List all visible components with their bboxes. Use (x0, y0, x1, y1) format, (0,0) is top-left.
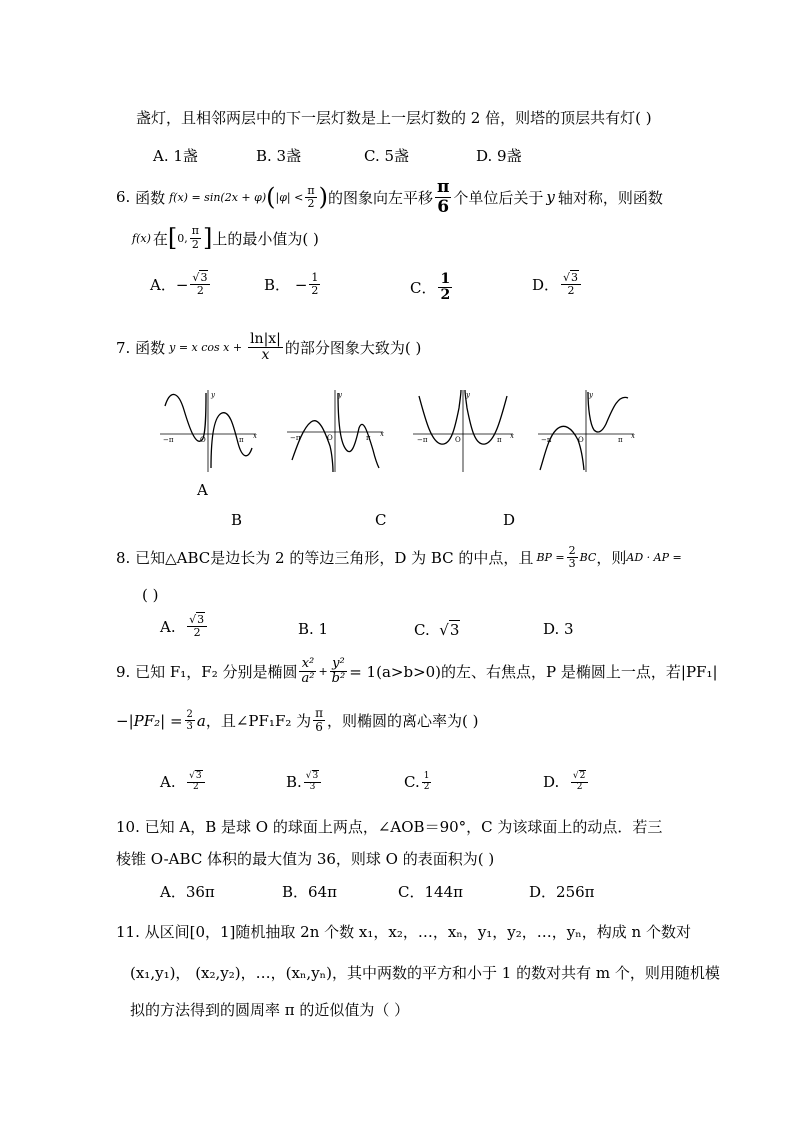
q6-option-d: D． $\frac{√3}{2}$ (532, 272, 583, 297)
q9-line2: −|PF₂| = $\frac{2}{3}$ a ，且∠PF₁F₂ 为 $\frac{\pi}{6}$ ，则椭圆的离心率为( ) (116, 706, 479, 735)
q6-line2 (132, 224, 319, 252)
q7-label-d: D (503, 511, 516, 529)
q11-line3: 拟的方法得到的圆周率 π 的近似值为（ ） (130, 1001, 410, 1019)
svg-text:O: O (200, 436, 206, 444)
svg-text:y: y (338, 391, 342, 399)
q7-graph-d (538, 388, 638, 473)
q5-text: 盏灯，且相邻两层中的下一层灯数是上一层灯数的 2 倍，则塔的顶层共有灯( ) (136, 109, 652, 127)
q11-line1: 11. 从区间[0，1]随机抽取 2n 个数 x₁，x₂，…，xₙ，y₁，y₂，…，yₙ，构成 n 个数对 (116, 923, 691, 941)
q6-text-c: 个单位后关于 (453, 188, 544, 207)
q7-expression: y = x cos x + (169, 341, 243, 355)
q6-fx2: f(x) (132, 231, 151, 245)
q6-option-b: B． − $\frac{1}{2}$ (264, 271, 319, 298)
q6-in: 在 (152, 229, 168, 248)
q7-fraction: $\frac{\ln|x|}{x}$ (250, 331, 281, 364)
q6-zero: 0, (177, 231, 188, 245)
svg-text:y: y (211, 391, 215, 399)
q6-text-d: 轴对称，则函数 (557, 188, 663, 207)
q9-option-b: B. $\frac{√3}{3}$ (286, 772, 323, 793)
q7-stem: 7. 函数 y = x cos x + $\frac{\ln|x|}{x}$ 的部分图象大致为( ) (116, 331, 422, 364)
svg-text:π: π (366, 434, 371, 442)
q5-option-b: B. 3盏 (256, 147, 302, 165)
q8-option-a: A. $\frac{√3}{2}$ (160, 614, 209, 639)
q9-option-a: A. $\frac{√3}{2}$ (160, 772, 207, 793)
svg-text:O: O (455, 436, 461, 444)
svg-text:−π: −π (417, 436, 428, 444)
q8-paren: ( ) (142, 586, 159, 604)
q6-text-e: 上的最小值为( ) (212, 229, 319, 248)
q10-option-a: A．36π (160, 883, 215, 901)
q6-function: f(x) = sin(2x + φ) (169, 190, 267, 204)
svg-text:π: π (618, 436, 623, 444)
svg-text:x: x (253, 432, 257, 440)
q11-line2: (x₁,y₁)， (x₂,y₂)，…，(xₙ,yₙ)，其中两数的平方和小于 1 的数对共有 m 个，则用随机模 (130, 964, 720, 982)
q7-graph-b (287, 388, 387, 473)
q6-number: 6. (116, 188, 131, 207)
q10-option-b: B．64π (282, 883, 337, 901)
q7-number: 7. (116, 338, 131, 357)
q7-label-a: A (197, 481, 208, 499)
svg-text:x: x (631, 432, 635, 440)
svg-text:x: x (380, 430, 384, 438)
q5-option-d: D. 9盏 (476, 147, 522, 165)
svg-text:−π: −π (163, 436, 174, 444)
q8-vector-bc: BC (579, 551, 597, 565)
q9-option-c: C. $\frac{1}{2}$ (404, 771, 430, 792)
svg-text:π: π (497, 436, 502, 444)
svg-text:O: O (578, 436, 584, 444)
q5-option-a: A. 1盏 (153, 147, 198, 165)
q6-paren-close: ) (318, 183, 328, 212)
q6-line1 (116, 178, 663, 216)
q6-frac-interval: $\frac{\pi}{2}$ (191, 224, 199, 251)
svg-text:−π: −π (541, 436, 552, 444)
q8-option-c: C. √ 3 (414, 620, 460, 639)
q8-option-b: B. 1 (298, 620, 329, 638)
q6-frac-pi-2: $\frac{\pi}{2}$ (307, 183, 315, 210)
svg-text:π: π (239, 436, 244, 444)
q8-option-d: D. 3 (543, 620, 574, 638)
q6-y: y (546, 188, 555, 207)
q6-option-c: C． $\frac{1}{2}$ (410, 271, 451, 304)
q7-label-c: C (375, 511, 387, 529)
q7-graph-c (413, 388, 517, 473)
q9-line1: 9. 已知 F₁，F₂ 分别是椭圆 $\frac{\text{x²}}{\text{a²}}$ + $\frac{\text{y²}}{\text{b²}}$ = 1(a>b>0)的左、右焦点，P 是椭圆上一点，若|PF₁| (116, 656, 718, 687)
q10-line2: 棱锥 O-ABC 体积的最大值为 36，则球 O 的表面积为( ) (116, 850, 495, 868)
q6-text-a: 函数 (135, 188, 166, 207)
q6-condition: |φ| < (275, 190, 304, 204)
svg-text:y: y (466, 391, 470, 399)
q8-dot-product: AD · AP = (626, 551, 682, 565)
q8-vector-bp: BP = (536, 551, 565, 565)
svg-text:O: O (327, 434, 333, 442)
svg-text:−π: −π (290, 434, 301, 442)
svg-text:x: x (510, 432, 514, 440)
q9-option-d: D. $\frac{√2}{2}$ (543, 772, 590, 793)
q7-graph-a (160, 388, 260, 473)
q8-stem: 8. 已知△ABC是边长为 2 的等边三角形，D 为 BC 的中点，且 BP = $\frac{2}{3}$ BC ，则 AD · AP = (116, 544, 682, 571)
q6-paren-open: ( (266, 183, 276, 212)
q6-frac-pi-6: $\frac{\pi}{6}$ (436, 177, 450, 217)
q8-frac: $\frac{2}{3}$ (568, 544, 576, 571)
q10-option-c: C．144π (398, 883, 463, 901)
q10-line1: 10. 已知 A，B 是球 O 的球面上两点，∠AOB＝90°，C 为该球面上的动点．若三 (116, 818, 663, 836)
q6-bracket-open: [ (167, 224, 178, 252)
q7-label-b: B (231, 511, 243, 529)
svg-text:y: y (589, 391, 593, 399)
q6-text-b: 的图象向左平移 (327, 188, 433, 207)
q10-option-d: D．256π (529, 883, 595, 901)
q5-option-c: C. 5盏 (364, 147, 410, 165)
q6-option-a: A． − $\frac{√3}{2}$ (150, 272, 212, 297)
q6-bracket-close: ] (202, 224, 213, 252)
